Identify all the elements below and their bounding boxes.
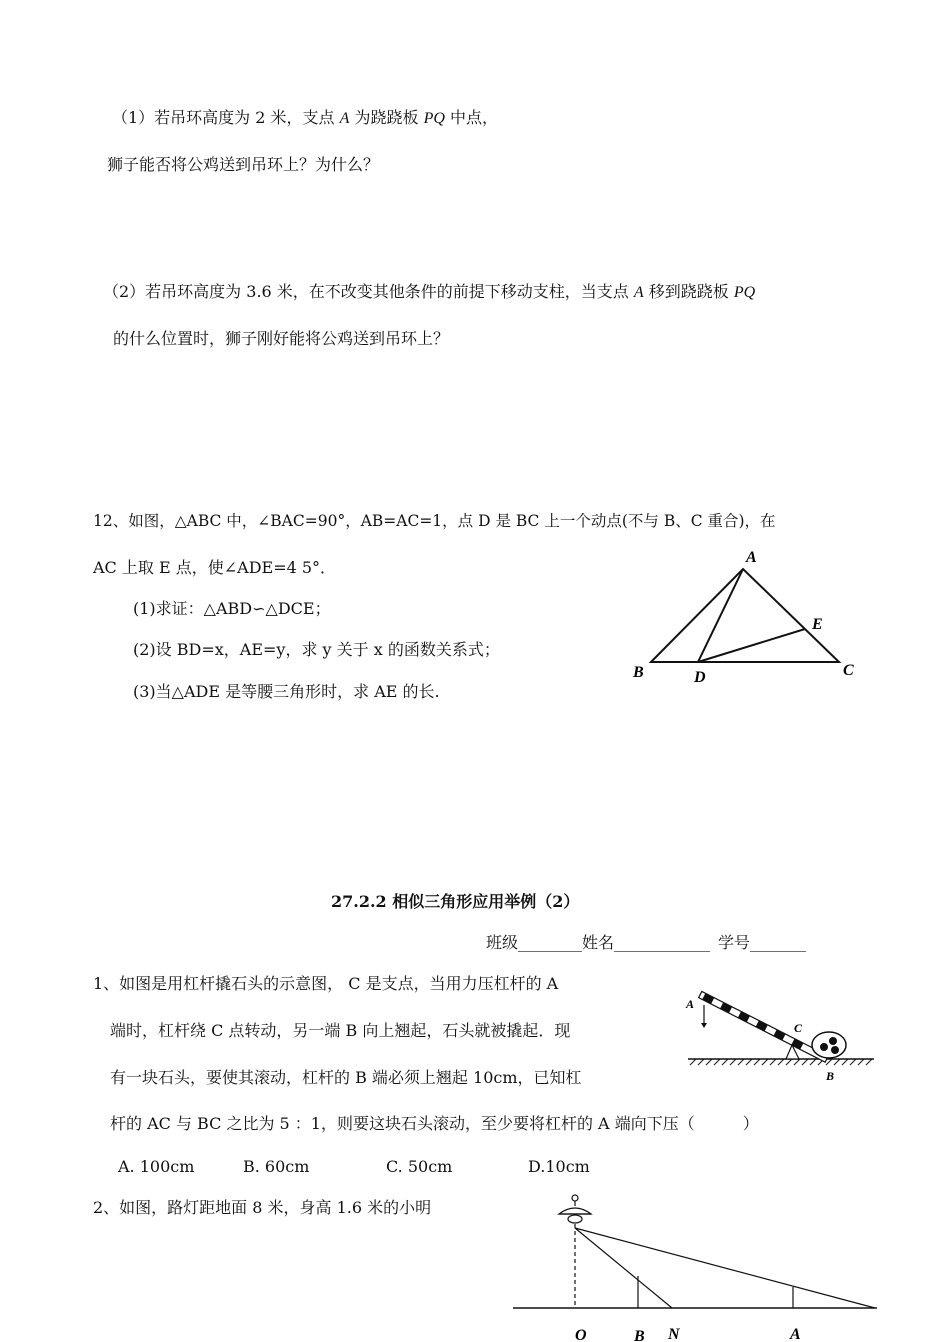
label-E: E	[812, 616, 823, 633]
q11-part2-PQ: PQ	[733, 284, 756, 301]
p1-line4: 杆的 AC 与 BC 之比为 5 ：1，则要这块石头滚动，至少要将杠杆的 A 端向下压（ ）	[110, 1114, 759, 1133]
q12-sub3: (3)当△ADE 是等腰三角形时，求 AE 的长.	[133, 682, 440, 701]
q11-part2-A: A	[633, 284, 644, 301]
p1-line2: 端时，杠杆绕 C 点转动，另一端 B 向上翘起，石头就被撬起．现	[110, 1021, 571, 1040]
name-blank: ____________	[614, 933, 711, 952]
lamp-label-B: B	[634, 1328, 645, 1342]
rock	[812, 1032, 846, 1058]
q11-part2-line1	[103, 282, 755, 303]
p1-option-a: A. 100cm	[118, 1157, 195, 1176]
q12-triangle-figure	[625, 545, 865, 685]
q11-part1-A: A	[339, 110, 350, 127]
q11-part2-text-a: （2）若吊环高度为 3.6 米，在不改变其他条件的前提下移动支柱，当支点	[103, 282, 634, 301]
label-C: C	[843, 662, 854, 679]
q12-line1: 12、如图，△ABC 中，∠BAC=90°，AB=AC=1，点 D 是 BC 上一个动点(不与 B、C 重合)，在	[93, 512, 776, 530]
student-info-row	[486, 933, 806, 953]
q11-part2-text-b: 移到跷跷板	[643, 282, 734, 301]
p1-option-d: D.10cm	[528, 1157, 590, 1176]
label-D: D	[694, 669, 706, 685]
lamp-label-A: A	[790, 1326, 801, 1342]
id-label: 学号	[718, 933, 751, 952]
ray-to-far	[575, 1228, 875, 1308]
q11-part1-line2: 狮子能否将公鸡送到吊环上？为什么？	[107, 155, 380, 174]
lamp-label-N: N	[668, 1326, 680, 1342]
lever-bar	[699, 991, 829, 1062]
q12-line2: AC 上取 E 点，使∠ADE=4 5°．	[93, 558, 337, 577]
segment-ad	[698, 569, 743, 662]
lamp-shade	[559, 1208, 591, 1214]
class-blank: ________	[518, 933, 583, 952]
q11-part1-text-c: 中点，	[444, 108, 499, 127]
p1-line3: 有一块石头，要使其滚动，杠杆的 B 端必须上翘起 10cm，已知杠	[110, 1068, 582, 1087]
p2-line1: 2、如图，路灯距地面 8 米，身高 1.6 米的小明	[93, 1198, 432, 1217]
lamp-bulb	[568, 1215, 582, 1223]
lever-figure	[682, 985, 882, 1085]
p1-line1: 1、如图是用杠杆撬石头的示意图， C 是支点，当用力压杠杆的 A	[93, 974, 559, 993]
lamp-top	[572, 1195, 578, 1201]
section-title: 27.2.2 相似三角形应用举例（2）	[331, 892, 580, 911]
lamp-label-O: O	[575, 1327, 587, 1342]
ray-to-n	[575, 1228, 672, 1308]
q11-part1-text-a: （1）若吊环高度为 2 米，支点	[112, 108, 340, 127]
streetlamp-figure	[505, 1192, 885, 1342]
label-B: B	[633, 664, 644, 681]
id-blank: _______	[750, 933, 807, 952]
segment-de	[698, 629, 805, 662]
q11-part2-line2: 的什么位置时，狮子刚好能将公鸡送到吊环上？	[113, 329, 450, 348]
p1-option-b: B. 60cm	[243, 1157, 310, 1176]
name-label: 姓名	[582, 933, 615, 952]
class-label: 班级	[486, 933, 519, 952]
label-A: A	[746, 549, 757, 566]
q12-sub1: (1)求证：△ABD∽△DCE；	[133, 599, 331, 618]
force-arrow-head	[701, 1023, 707, 1028]
ground-hatch	[690, 1059, 872, 1065]
q11-part1-line1	[112, 108, 498, 129]
lever-label-C: C	[794, 1021, 803, 1035]
q11-part1-text-b: 为跷跷板	[349, 108, 424, 127]
p1-option-c: C. 50cm	[386, 1157, 453, 1176]
lever-label-B: B	[826, 1069, 835, 1083]
q12-sub2: (2)设 BD=x，AE=y，求 y 关于 x 的函数关系式；	[133, 640, 500, 659]
q11-part1-PQ: PQ	[423, 110, 445, 127]
lever-label-A: A	[686, 997, 695, 1011]
